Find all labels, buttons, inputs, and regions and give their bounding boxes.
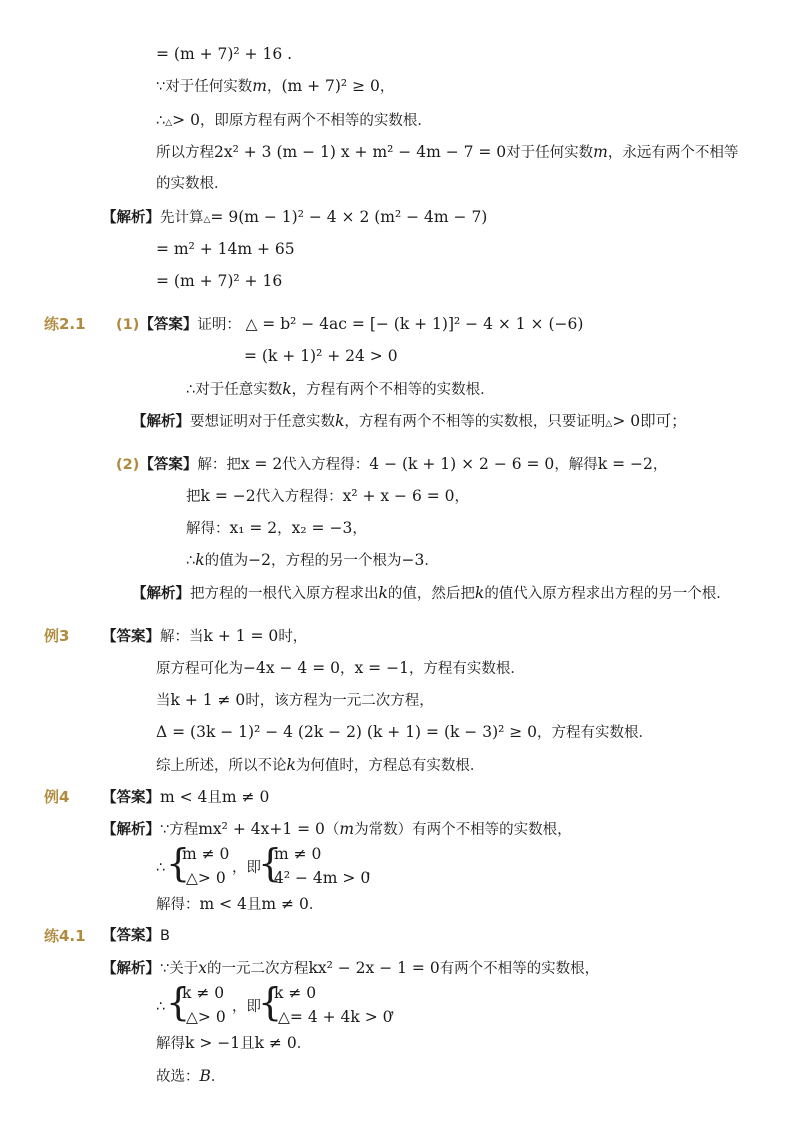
system-row: k ≠ 0: [182, 984, 225, 1002]
exercise-tag: 练4.1: [44, 927, 86, 945]
text-line: ∴对于任意实数k，方程有两个不相等的实数根．: [186, 380, 495, 398]
analysis-line: 【解析】先计算△= 9(m − 1)² − 4 × 2 (m² − 4m − 7): [102, 208, 488, 226]
text-line: 故选：B．: [156, 1067, 226, 1085]
analysis-label: 【解析】: [132, 414, 190, 430]
analysis-label: 【解析】: [102, 210, 160, 226]
analysis-line: 【解析】∵方程mx² + 4x+1 = 0（m为常数）有两个不相等的实数根，: [102, 820, 572, 838]
answer-line: 【答案】B: [102, 928, 170, 944]
text-line: 原方程可化为−4x − 4 = 0，x = −1，方程有实数根．: [156, 659, 525, 677]
analysis-line: 【解析】把方程的一根代入原方程求出k的值，然后把k的值代入原方程求出方程的另一个根．: [132, 584, 731, 602]
answer-label: 【答案】: [102, 790, 160, 806]
text-line: ，即: [232, 999, 261, 1015]
text-line: 当k + 1 ≠ 0时，该方程为一元二次方程，: [156, 691, 434, 709]
analysis-line: 【解析】∵关于x的一元二次方程kx² − 2x − 1 = 0有两个不相等的实数根，: [102, 959, 600, 977]
answer-label: 【答案】: [102, 928, 160, 944]
answer-line: (2)【答案】解：把x = 2代入方程得：4 − (k + 1) × 2 − 6 = 0，解得k = −2，: [116, 455, 668, 473]
system-row: △> 0: [186, 869, 226, 887]
answer-line: (1)【答案】证明： △ = b² − 4ac = [− (k + 1)]² − 4 × 1 × (−6): [116, 315, 584, 333]
example-tag: 例3: [44, 627, 70, 645]
exercise-tag: 练2.1: [44, 315, 86, 333]
text-line: ，: [366, 862, 381, 878]
analysis-label: 【解析】: [132, 586, 190, 602]
text-line: ，即: [232, 860, 261, 876]
system-row: △= 4 + 4k > 0: [278, 1008, 393, 1026]
therefore-symbol: ∴: [156, 999, 166, 1015]
formula-line: = (k + 1)² + 24 > 0: [244, 347, 398, 365]
text-line: 解得k > −1且k ≠ 0．: [156, 1034, 312, 1052]
text-line: 解得：m < 4且m ≠ 0．: [156, 895, 324, 913]
text-line: 解得：x₁ = 2，x₂ = −3，: [186, 519, 367, 537]
text-line: 把k = −2代入方程得：x² + x − 6 = 0，: [186, 487, 470, 505]
text-line: 所以方程2x² + 3 (m − 1) x + m² − 4m − 7 = 0对于任何实数m，永远有两个不相等: [156, 143, 739, 161]
system-row: k ≠ 0: [274, 984, 317, 1002]
answer-label: 【答案】: [139, 317, 198, 333]
text-line: Δ = (3k − 1)² − 4 (2k − 2) (k + 1) = (k − 3)² ≥ 0，方程有实数根．: [156, 723, 654, 741]
left-brace: {: [258, 980, 283, 1024]
system-row: m ≠ 0: [182, 845, 230, 863]
answer-line: 【答案】m < 4且m ≠ 0: [102, 788, 270, 806]
left-brace: {: [166, 841, 191, 885]
text-line: ∴k的值为−2，方程的另一个根为−3．: [186, 551, 439, 569]
answer-line: 【答案】解：当k + 1 = 0时，: [102, 627, 308, 645]
left-brace: {: [258, 841, 283, 885]
analysis-label: 【解析】: [102, 822, 160, 838]
system-row: m ≠ 0: [274, 845, 322, 863]
text-line: ∴△> 0，即原方程有两个不相等的实数根．: [156, 111, 432, 129]
formula-line: = (m + 7)² + 16 .: [156, 45, 293, 63]
formula-line: = m² + 14m + 65: [156, 240, 295, 258]
text-line: 的实数根．: [156, 176, 229, 192]
answer-label: 【答案】: [102, 629, 160, 645]
therefore-symbol: ∴: [156, 860, 166, 876]
system-row: 4² − 4m > 0: [274, 869, 371, 887]
text-line: ，: [390, 1001, 405, 1017]
answer-label: 【答案】: [139, 457, 198, 473]
analysis-line: 【解析】要想证明对于任意实数k，方程有两个不相等的实数根，只要证明△> 0即可；: [132, 412, 687, 430]
system-row: △> 0: [186, 1008, 226, 1026]
text-line: 综上所述，所以不论k为何值时，方程总有实数根．: [156, 756, 485, 774]
left-brace: {: [166, 980, 191, 1024]
example-tag: 例4: [44, 788, 70, 806]
analysis-label: 【解析】: [102, 961, 160, 977]
text-line: ∵对于任何实数m，(m + 7)² ≥ 0，: [156, 77, 395, 95]
formula-line: = (m + 7)² + 16: [156, 272, 283, 290]
